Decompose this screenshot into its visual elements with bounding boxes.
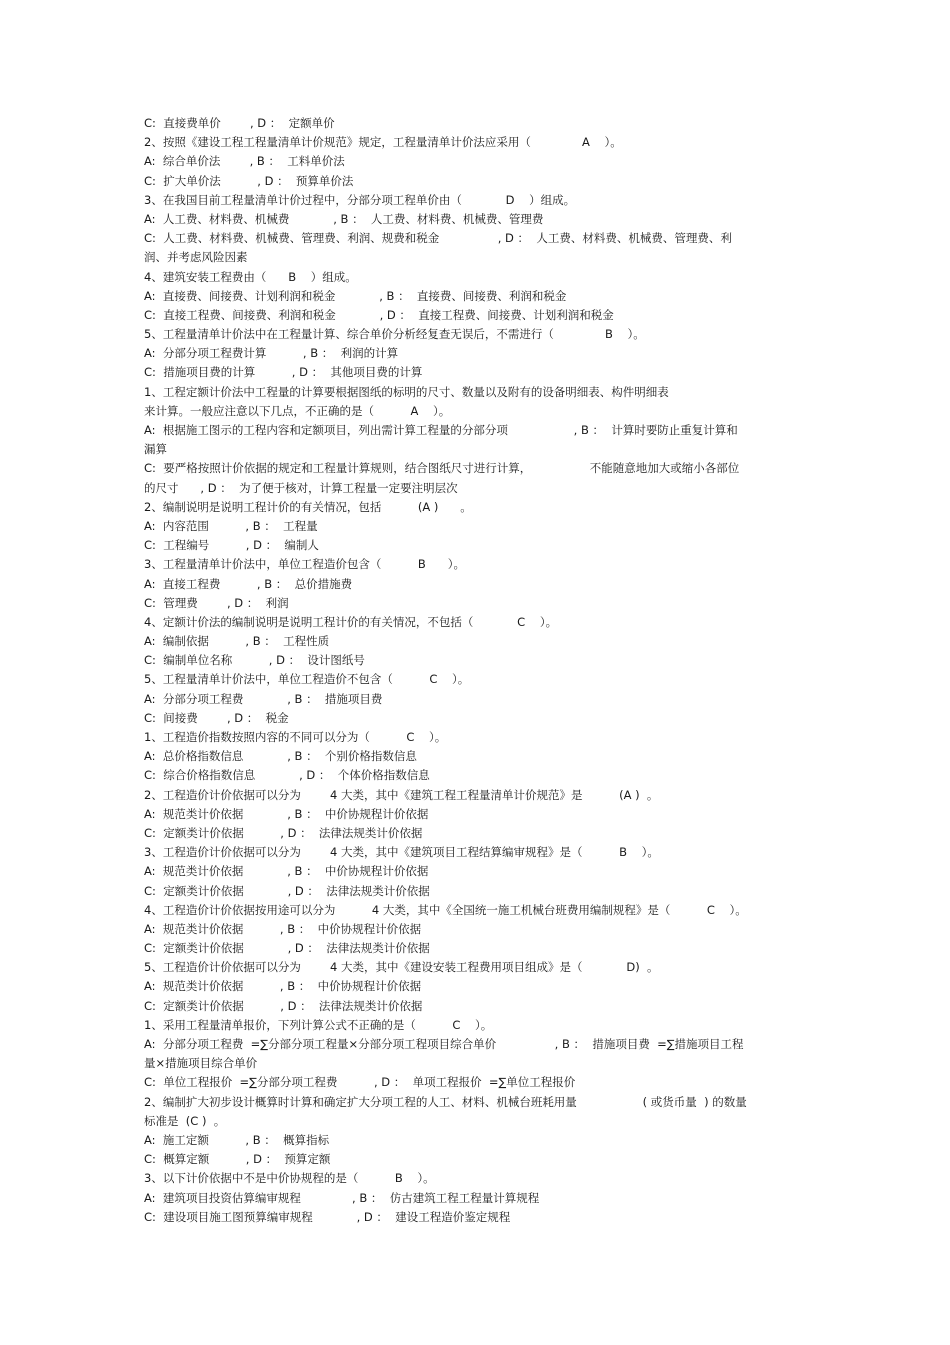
text-line: C: 直接费单价 , D ： 定额单价 — [144, 116, 335, 130]
text-line: A: 根据施工图示的工程内容和定额项目，列出需计算工程量的分部分项 , B ： 计算时要防止重复计算和 — [144, 423, 738, 437]
text-line: A: 编制依据 , B ： 工程性质 — [144, 634, 330, 649]
text-line: A: 分部分项工程费 , B ： 措施项目费 — [144, 691, 383, 706]
text-line: 4、定额计价法的编制说明是说明工程计价的有关情况，不包括（ C ）。 — [144, 614, 558, 629]
text-line: C: 定额类计价依据 , D ： 法律法规类计价依据 — [144, 883, 430, 898]
text-line: 3、在我国目前工程量清单计价过程中，分部分项工程单价由（ D ）组成。 — [144, 192, 576, 207]
text-line: A: 规范类计价依据 , B ： 中价协规程计价依据 — [144, 864, 429, 879]
text-line: 3、以下计价依据中不是中价协规程的是（ B ）。 — [144, 1171, 435, 1186]
text-line: 2、工程造价计价依据可以分为 4 大类，其中《建筑工程工程量清单计价规范》是 (A ) 。 — [144, 787, 659, 802]
text-line: 标准是 (C ) 。 — [144, 1113, 226, 1128]
text-line: C: 编制单位名称 , D ： 设计图纸号 — [144, 653, 365, 668]
text-line: A: 内容范围 , B ： 工程量 — [144, 518, 318, 533]
text-line: C: 概算定额 , D ： 预算定额 — [144, 1152, 331, 1167]
text-line: A: 规范类计价依据 , B ： 中价协规程计价依据 — [144, 806, 429, 821]
text-line: 2、编制说明是说明工程计价的有关情况，包括 (A ) 。 — [144, 499, 472, 514]
text-line: A: 直接费、间接费、计划利润和税金 , B ： 直接费、间接费、利润和税金 — [144, 288, 567, 303]
text-line: C: 人工费、材料费、机械费、管理费、利润、规费和税金 , D ： 人工费、材料费、机械费、管理费、利 — [144, 231, 732, 246]
text-line: 5、工程量清单计价法中，单位工程造价不包含（ C ）。 — [144, 672, 470, 687]
text-line: A: 分部分项工程费 =∑分部分项工程量×分部分项工程项目综合单价 , B ： 措施项目费 =∑措施项目工程 — [144, 1037, 744, 1051]
text-line: C: 管理费 , D ： 利润 — [144, 595, 289, 610]
text-line: 2、按照《建设工程工程量清单计价规范》规定，工程量清单计价法应采用（ A ）。 — [144, 135, 622, 150]
text-line: 量×措施项目综合单价 — [144, 1056, 258, 1071]
text-line: C: 建设项目施工图预算编审规程 , D ： 建设工程造价鉴定规程 — [144, 1209, 511, 1224]
text-line: C: 要严格按照计价依据的规定和工程量计算规则，结合图纸尺寸进行计算， 不能随意地加大或缩小各部位 — [144, 461, 740, 476]
text-line: A: 规范类计价依据 , B ： 中价协规程计价依据 — [144, 979, 422, 994]
text-line: A: 综合单价法 , B ： 工料单价法 — [144, 154, 345, 169]
question-text-block — [144, 114, 804, 1227]
text-line: A: 直接工程费 , B ： 总价措施费 — [144, 576, 353, 591]
text-line: 2、编制扩大初步设计概算时计算和确定扩大分项工程的人工、材料、机械台班耗用量 ( 或货币量 ) 的数量 — [144, 1094, 747, 1109]
text-line: 3、工程造价计价依据可以分为 4 大类，其中《建筑项目工程结算编审规程》是（ B ）。 — [144, 845, 659, 860]
text-line: C: 定额类计价依据 , D ： 法律法规类计价依据 — [144, 825, 423, 840]
text-line: 润、并考虑风险因素 — [144, 250, 248, 265]
text-line: A: 总价格指数信息 , B ： 个别价格指数信息 — [144, 749, 417, 764]
text-line: C: 定额类计价依据 , D ： 法律法规类计价依据 — [144, 941, 430, 956]
text-line: A: 施工定额 , B ： 概算指标 — [144, 1132, 330, 1147]
text-line: 1、采用工程量清单报价，下列计算公式不正确的是（ C ）。 — [144, 1017, 493, 1032]
text-line: A: 人工费、材料费、机械费 , B ： 人工费、材料费、机械费、管理费 — [144, 211, 544, 226]
text-line: A: 建筑项目投资估算编审规程 , B ： 仿古建筑工程工程量计算规程 — [144, 1190, 540, 1205]
text-line: 1、工程定额计价法中工程量的计算要根据图纸的标明的尺寸、数量以及附有的设备明细表、构件明细表 — [144, 384, 669, 399]
text-line: 1、工程造价指数按照内容的不同可以分为（ C ）。 — [144, 730, 447, 744]
text-line: C: 工程编号 , D ： 编制人 — [144, 538, 319, 553]
text-line: 4、建筑安装工程费由（ B ）组成。 — [144, 269, 357, 284]
text-line: 5、工程量清单计价法中在工程量计算、综合单价分析经复查无误后，不需进行（ B ）。 — [144, 327, 645, 342]
text-line: 来计算。一般应注意以下几点，不正确的是（ A ）。 — [144, 403, 451, 418]
text-line: 的尺寸 , D ： 为了便于核对，计算工程量一定要注明层次 — [144, 480, 458, 495]
text-line: 4、工程造价计价依据按用途可以分为 4 大类，其中《全国统一施工机械台班费用编制规程》是（ C ）。 — [144, 902, 747, 917]
text-line: C: 定额类计价依据 , D ： 法律法规类计价依据 — [144, 998, 423, 1013]
text-line: C: 单位工程报价 =∑分部分项工程费 , D ： 单项工程报价 =∑单位工程报价 — [144, 1075, 576, 1090]
text-line: C: 综合价格指数信息 , D ： 个体价格指数信息 — [144, 768, 430, 783]
text-line: A: 规范类计价依据 , B ： 中价协规程计价依据 — [144, 921, 422, 936]
text-line: 3、工程量清单计价法中，单位工程造价包含（ B ）。 — [144, 557, 465, 572]
text-line: 漏算 — [144, 442, 167, 457]
text-line: C: 直接工程费、间接费、利润和税金 , D ： 直接工程费、间接费、计划利润和税金 — [144, 307, 614, 322]
text-line: C: 间接费 , D ： 税金 — [144, 710, 289, 725]
text-line: C: 措施项目费的计算 , D ： 其他项目费的计算 — [144, 365, 423, 380]
text-line: A: 分部分项工程费计算 , B ： 利润的计算 — [144, 346, 399, 361]
text-line: 5、工程造价计价依据可以分为 4 大类，其中《建设安装工程费用项目组成》是（ D) 。 — [144, 960, 659, 975]
text-line: C: 扩大单价法 , D ： 预算单价法 — [144, 173, 354, 188]
